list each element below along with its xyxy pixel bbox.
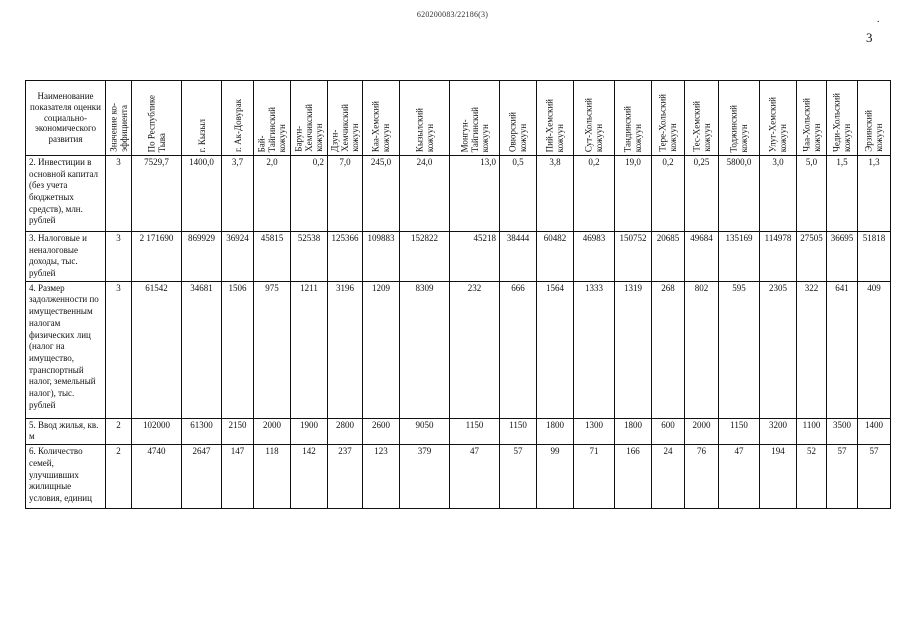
header-ak-dovurak: г. Ак-Довурак (222, 81, 254, 156)
table-cell: 57 (827, 445, 858, 509)
table-cell: 5,0 (797, 156, 827, 232)
header-mongun-taiginsky: Монгун- Тайгинский кожуун (450, 81, 500, 156)
table-cell: 61300 (182, 418, 222, 444)
table-cell: 1400,0 (182, 156, 222, 232)
table-cell: 237 (328, 445, 363, 509)
header-ulug-khemsky: Улуг-Хемский кожуун (760, 81, 797, 156)
row-label-families-improved-housing: 6. Количество семей, улучшивших жилищные условия, единиц (26, 445, 106, 509)
table-cell: 8309 (400, 281, 450, 418)
table-cell: 125366 (328, 232, 363, 282)
table-cell: 1100 (797, 418, 827, 444)
header-row (26, 81, 891, 156)
header-dzun-khemchiksky: Дзун- Хемчикский кожуун (328, 81, 363, 156)
table-cell: 3 (106, 232, 132, 282)
table-cell: 71 (574, 445, 615, 509)
header-tes-khemsky: Тес-Хемский кожуун (685, 81, 719, 156)
page-number: 3 (866, 30, 873, 45)
table-cell: 3500 (827, 418, 858, 444)
table-cell: 2800 (328, 418, 363, 444)
table-cell: 2000 (685, 418, 719, 444)
table-cell: 1,3 (858, 156, 891, 232)
table-cell: 1300 (574, 418, 615, 444)
table-cell: 641 (827, 281, 858, 418)
header-coefficient: Значение ко- эффициента (106, 81, 132, 156)
table-cell: 47 (450, 445, 500, 509)
table-cell: 20685 (652, 232, 685, 282)
table-cell: 802 (685, 281, 719, 418)
table-cell: 409 (858, 281, 891, 418)
table-cell: 1150 (450, 418, 500, 444)
table-cell: 232 (450, 281, 500, 418)
table-row (26, 281, 891, 418)
corner-dot-mark: . (877, 14, 880, 25)
table-cell: 123 (363, 445, 400, 509)
table-cell: 49684 (685, 232, 719, 282)
row-label-tax-revenues: 3. Налоговые и неналоговые доходы, тыс. рублей (26, 232, 106, 282)
header-bai-taiginsky: Бай- Тайгинский кожуун (254, 81, 291, 156)
table-cell: 9050 (400, 418, 450, 444)
table-cell: 869929 (182, 232, 222, 282)
table-cell: 1150 (500, 418, 537, 444)
header-indicator-name: Наименование показателя оценки социально-экономического развития (26, 81, 106, 156)
table-cell: 379 (400, 445, 450, 509)
table-cell: 2647 (182, 445, 222, 509)
header-kaa-khemsky: Каа-Хемский кожуун (363, 81, 400, 156)
table-cell: 99 (537, 445, 574, 509)
table-cell: 3 (106, 281, 132, 418)
table-cell: 38444 (500, 232, 537, 282)
table-cell: 1400 (858, 418, 891, 444)
header-ovyursky: Овюрский кожуун (500, 81, 537, 156)
table-cell: 5800,0 (719, 156, 760, 232)
table-cell: 152822 (400, 232, 450, 282)
table-cell: 24,0 (400, 156, 450, 232)
table-cell: 975 (254, 281, 291, 418)
table-cell: 666 (500, 281, 537, 418)
table-cell: 2,0 (254, 156, 291, 232)
table-cell: 52 (797, 445, 827, 509)
table-cell: 19,0 (615, 156, 652, 232)
table-cell: 7529,7 (132, 156, 182, 232)
table-cell: 3200 (760, 418, 797, 444)
table-cell: 3,0 (760, 156, 797, 232)
table-cell: 600 (652, 418, 685, 444)
table-cell: 7,0 (328, 156, 363, 232)
table-cell: 322 (797, 281, 827, 418)
table-cell: 2 171690 (132, 232, 182, 282)
table-cell: 1900 (291, 418, 328, 444)
table-cell: 34681 (182, 281, 222, 418)
table-cell: 76 (685, 445, 719, 509)
table-cell: 1150 (719, 418, 760, 444)
header-piy-khemsky: Пий-Хемский кожуун (537, 81, 574, 156)
header-kyzyl: г. Кызыл (182, 81, 222, 156)
header-sut-kholsky: Сут-Хольский кожуун (574, 81, 615, 156)
table-cell: 2600 (363, 418, 400, 444)
table-cell: 2305 (760, 281, 797, 418)
table-cell: 60482 (537, 232, 574, 282)
table-cell: 45218 (450, 232, 500, 282)
table-cell: 245,0 (363, 156, 400, 232)
table-cell: 51818 (858, 232, 891, 282)
table-cell: 2 (106, 418, 132, 444)
table-cell: 3,8 (537, 156, 574, 232)
header-republic-total: По Республике Тыва (132, 81, 182, 156)
table-cell: 27505 (797, 232, 827, 282)
table-cell: 47 (719, 445, 760, 509)
table-cell: 52538 (291, 232, 328, 282)
table-cell: 4740 (132, 445, 182, 509)
table-cell: 268 (652, 281, 685, 418)
header-erzinsky: Эрзинский кожуун (858, 81, 891, 156)
indicators-table (25, 80, 891, 509)
table-cell: 142 (291, 445, 328, 509)
table-cell: 147 (222, 445, 254, 509)
table-row (26, 445, 891, 509)
table-cell: 46983 (574, 232, 615, 282)
header-tere-kholsky: Тере-Хольский кожуун (652, 81, 685, 156)
table-cell: 0,2 (291, 156, 328, 232)
table-cell: 36695 (827, 232, 858, 282)
row-label-investments: 2. Инвестиции в основной капитал (без учета бюджетных средств), млн. рублей (26, 156, 106, 232)
table-cell: 45815 (254, 232, 291, 282)
table-cell: 2150 (222, 418, 254, 444)
table-cell: 2000 (254, 418, 291, 444)
table-row (26, 418, 891, 444)
table-cell: 595 (719, 281, 760, 418)
table-cell: 166 (615, 445, 652, 509)
table-cell: 24 (652, 445, 685, 509)
table-cell: 36924 (222, 232, 254, 282)
table-cell: 194 (760, 445, 797, 509)
header-tandinsky: Тандинский кожуун (615, 81, 652, 156)
table-cell: 118 (254, 445, 291, 509)
table-cell: 0,2 (652, 156, 685, 232)
header-barun-khemchiksky: Барун- Хемчикский кожуун (291, 81, 328, 156)
table-cell: 1506 (222, 281, 254, 418)
table-cell: 114978 (760, 232, 797, 282)
header-kyzylsky: Кызылский кожуун (400, 81, 450, 156)
table-cell: 1,5 (827, 156, 858, 232)
table-cell: 1211 (291, 281, 328, 418)
table-cell: 61542 (132, 281, 182, 418)
row-label-tax-debt: 4. Размер задолженности по имущественным налогам физических лиц (налог на имущество, транспортный налог, земельный налог), тыс. рублей (26, 281, 106, 418)
table-cell: 0,25 (685, 156, 719, 232)
table-cell: 57 (500, 445, 537, 509)
header-todzhinsky: Тоджинский кожуун (719, 81, 760, 156)
row-label-housing-commissioned: 5. Ввод жилья, кв. м (26, 418, 106, 444)
table-row (26, 156, 891, 232)
document-id: 620200083/22186(3) (416, 10, 489, 19)
table-row (26, 232, 891, 282)
table-cell: 3196 (328, 281, 363, 418)
table-cell: 1333 (574, 281, 615, 418)
table-cell: 1209 (363, 281, 400, 418)
table-cell: 1800 (537, 418, 574, 444)
table-cell: 109883 (363, 232, 400, 282)
table-cell: 13,0 (450, 156, 500, 232)
table-cell: 2 (106, 445, 132, 509)
header-chedi-kholsky: Чеди-Хольский кожуун (827, 81, 858, 156)
table-cell: 57 (858, 445, 891, 509)
table-cell: 0,5 (500, 156, 537, 232)
table-cell: 0,2 (574, 156, 615, 232)
table-cell: 1800 (615, 418, 652, 444)
table-cell: 1564 (537, 281, 574, 418)
table-cell: 102000 (132, 418, 182, 444)
table-cell: 3 (106, 156, 132, 232)
table-cell: 3,7 (222, 156, 254, 232)
table-cell: 135169 (719, 232, 760, 282)
table-cell: 1319 (615, 281, 652, 418)
header-chaa-kholsky: Чаа-Хольский кожуун (797, 81, 827, 156)
table-cell: 150752 (615, 232, 652, 282)
